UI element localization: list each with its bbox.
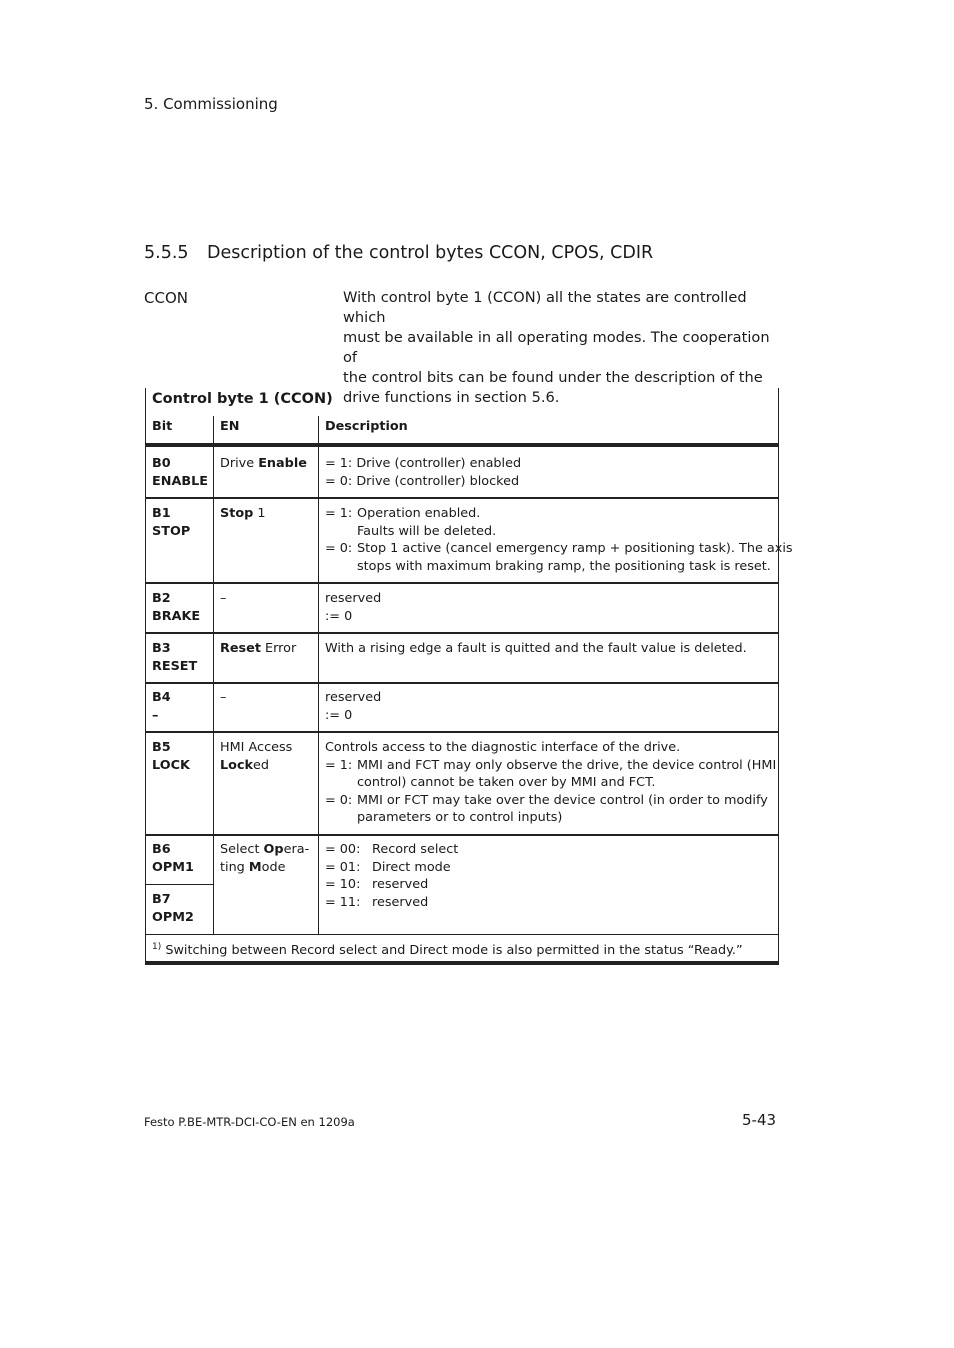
section-title [144, 243, 653, 263]
bottom-rule [146, 961, 778, 965]
bit-name: ENABLE [152, 473, 209, 489]
bit-number: B7 [152, 892, 171, 907]
description-cell: reserved := 0 [325, 591, 382, 624]
en-cell: HMI Access Locked [220, 740, 293, 773]
en-cell: Stop 1 [220, 506, 266, 521]
bit-name: OPM2 [152, 909, 194, 925]
intro-line: With control byte 1 (CCON) all the states are controlled which [343, 289, 747, 326]
row-divider [146, 582, 778, 584]
table-row [152, 590, 200, 625]
header-rule [146, 443, 778, 447]
column-divider [213, 416, 214, 934]
description-cell: reserved := 0 [325, 690, 382, 723]
column-header-bit: Bit [152, 419, 173, 434]
column-divider [318, 416, 319, 934]
row-divider [146, 731, 778, 733]
bit-name: BRAKE [152, 608, 201, 624]
row-divider [146, 834, 778, 836]
bit-number: B6 [152, 842, 171, 857]
row-divider [146, 682, 778, 684]
control-byte-table [145, 388, 793, 965]
column-header-description: Description [325, 419, 408, 434]
description-cell: = 1: Drive (controller) enabled = 0: Drive (controller) blocked [325, 456, 522, 489]
table-footnote [152, 939, 743, 960]
bit-number: B2 [152, 591, 171, 606]
section-number: 5.5.5 [144, 243, 189, 263]
en-cell: Drive Enable [220, 456, 307, 471]
row-divider [146, 632, 778, 634]
table-row [152, 455, 208, 490]
bit-name: – [152, 707, 159, 723]
section-title-text: Description of the control bytes CCON, CPOS, CDIR [207, 243, 654, 263]
table-row [152, 640, 197, 675]
en-cell: Select Opera- ting Mode [220, 842, 310, 875]
table-title: Control byte 1 (CCON) [152, 391, 333, 407]
bit-name: STOP [152, 523, 191, 539]
bit-number: B1 [152, 506, 171, 521]
page-number: 5-43 [742, 1111, 777, 1129]
en-cell: – [220, 591, 227, 606]
footnote-text: Switching between Record select and Direct mode is also permitted in the status “Ready.” [165, 943, 743, 958]
bit-name: RESET [152, 658, 198, 674]
intro-line: drive functions in section 5.6. [343, 389, 560, 406]
footnote-mark: 1) [152, 942, 162, 952]
row-divider [146, 934, 778, 935]
intro-line: must be available in all operating modes. The cooperation of [343, 329, 770, 366]
intro-line: the control bits can be found under the description of the [343, 369, 763, 386]
bit-number: B0 [152, 456, 171, 471]
bit-name: LOCK [152, 757, 190, 773]
bit-number: B5 [152, 740, 171, 755]
table-row [152, 891, 194, 926]
row-divider [146, 497, 778, 499]
description-cell: With a rising edge a fault is quitted and the fault value is deleted. [325, 641, 747, 656]
table-row [152, 841, 194, 876]
table-row [152, 739, 190, 774]
bit-number: B4 [152, 690, 171, 705]
description-cell: = 1:Operation enabled. Faults will be deleted. = 0:Stop 1 active (cancel emergency ramp + positioning task). The axis stops with maximum braking ramp, the positioning task is reset. [325, 506, 793, 574]
bit-name: OPM1 [152, 859, 194, 875]
description-cell: = 00: Record select = 01: Direct mode = 10: reserved = 11: reserved [325, 842, 459, 910]
table-row [152, 505, 190, 540]
row-divider [146, 884, 214, 885]
bit-number: B3 [152, 641, 171, 656]
margin-label: CCON [144, 289, 188, 307]
chapter-heading: 5. Commissioning [144, 95, 278, 113]
footer-document-id: Festo P.BE-MTR-DCI-CO-EN en 1209a [144, 1115, 355, 1129]
table-row [152, 689, 171, 724]
en-cell: Reset Error [220, 641, 297, 656]
description-cell: Controls access to the diagnostic interface of the drive. = 1:MMI and FCT may only observe the drive, the device control (HMI control) cannot be taken over by MMI and FCT. = 0:MMI or FCT may take over the device control (in order to modify parameters or to control inputs) [325, 740, 777, 825]
en-cell: – [220, 690, 227, 705]
column-header-en: EN [220, 419, 240, 434]
